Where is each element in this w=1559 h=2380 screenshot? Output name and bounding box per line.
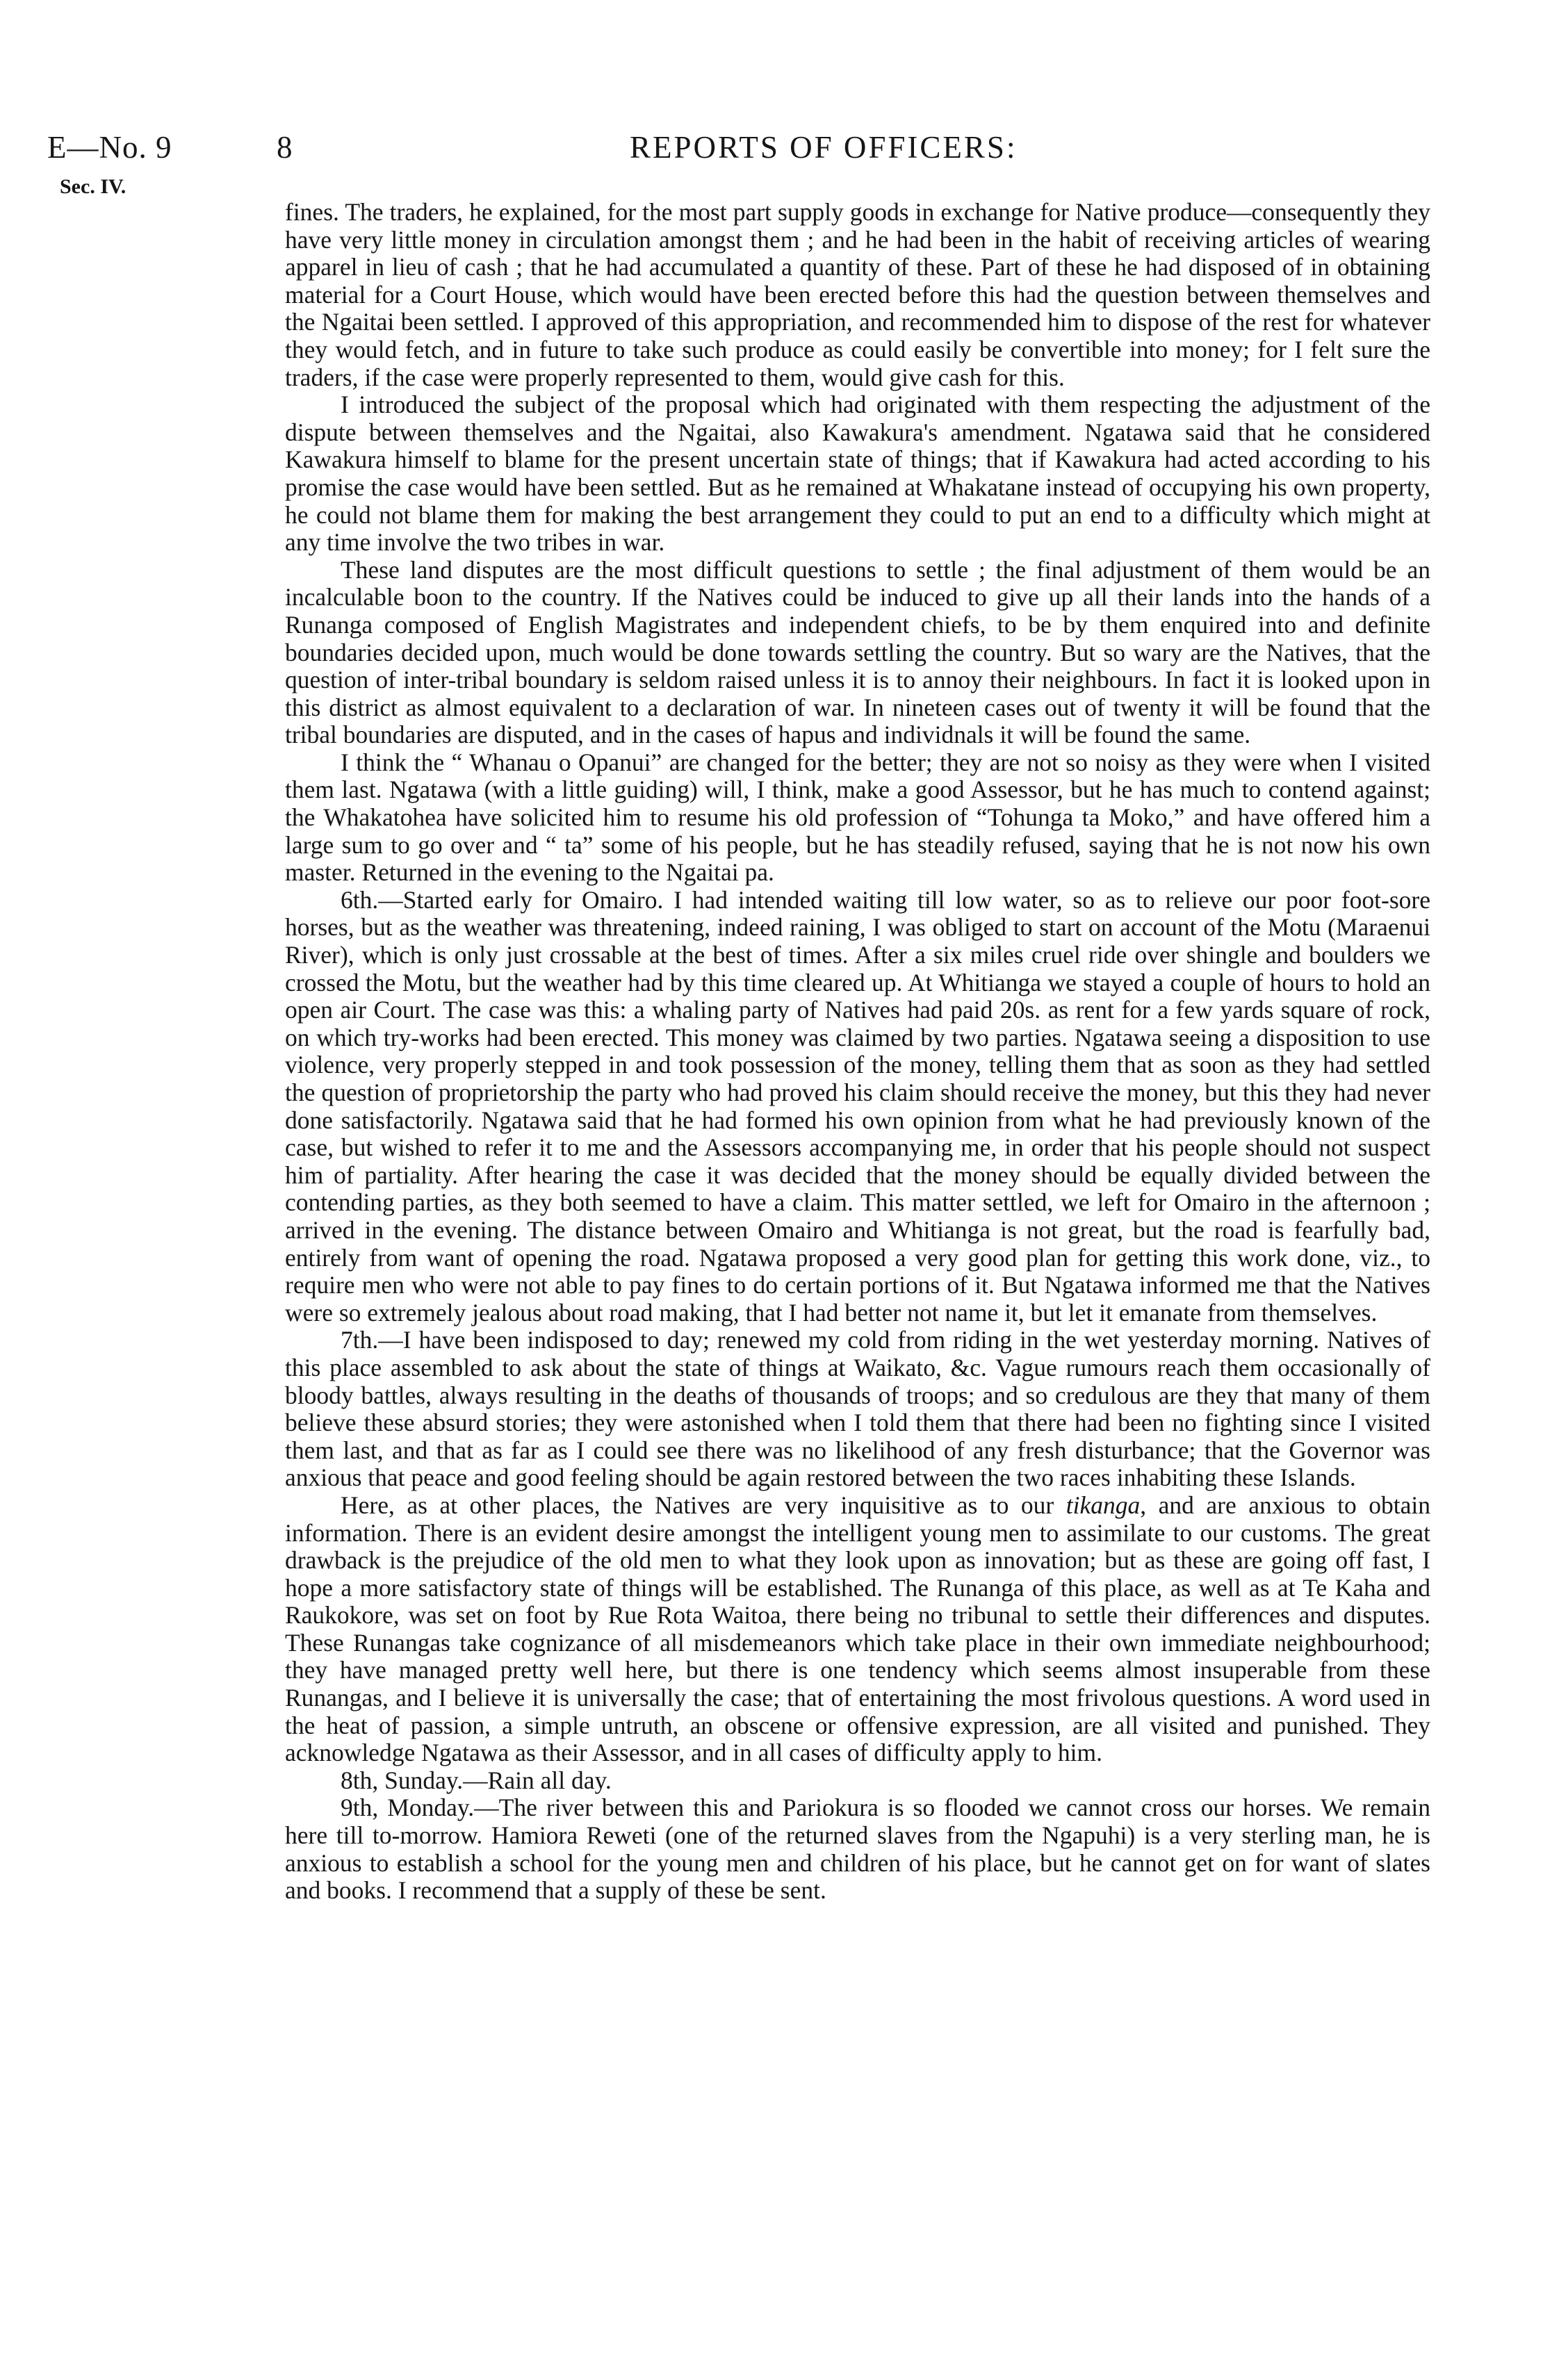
paragraph: 8th, Sunday.—Rain all day.: [341, 1766, 612, 1794]
paragraph: fines. The traders, he explained, for the most part supply goods in exchange for Native produce—consequently they have very little money in circulation amongst them ; and he had been in the habit of receiving articles of wearing apparel in lieu of cash ; that he had accumulated a quantity of these. Part of these he had disposed of in obtaining material for a Court House, which would have been erected before this had the question between themselves and the Ngaitai been settled. I approved of this appropriation, and recommended him to dispose of the rest for whatever they would fetch, and in future to take such produce as could easily be convertible into money; for I felt sure the traders, if the case were properly represented to them, would give cash for this.: [285, 198, 1430, 391]
paragraph: Here, as at other places, the Natives are very inquisitive as to our tikanga, and are anxious to obtain information. There is an evident desire amongst the intelligent young men to assimilate to our customs. The great drawback is the prejudice of the old men to what they look upon as innovation; but as these are going off fast, I hope a more satisfactory state of things will be established. The Runanga of this place, as well as at Te Kaha and Raukokore, was set on foot by Rue Rota Waitoa, there being no tribunal to settle their differences and disputes. These Runangas take cognizance of all misdemeanors which take place in their own immediate neighbourhood; they have managed pretty well here, but there is one tendency which seems almost insuperable from these Runangas, and I believe it is universally the case; that of entertaining the most frivolous questions. A word used in the heat of passion, a simple untruth, an obscene or offensive expression, are all visited and punished. They acknowledge Ngatawa as their Assessor, and in all cases of difficulty apply to him.: [285, 1491, 1431, 1767]
paragraph: I think the “ Whanau o Opanui” are changed for the better; they are not so noisy as they were when I visited them last. Ngatawa (with a little guiding) will, I think, make a good Assessor, but he has much to contend against; the Whakatohea have solicited him to resume his old profession of “Tohunga ta Moko,” and have offered him a large sum to go over and “ ta” some of his people, but he has steadily refused, saying that he is not now his own master. Returned in the evening to the Ngaitai pa.: [285, 748, 1430, 887]
page-title: REPORTS OF OFFICERS:: [630, 130, 1018, 165]
paragraph: 6th.—Started early for Omairo. I had intended waiting till low water, so as to relieve our poor foot-sore horses, but as the weather was threatening, indeed raining, I was obliged to start on account of the Motu (Maraenui River), which is only just crossable at the best of times. After a six miles cruel ride over shingle and boulders we crossed the Motu, but the weather had by this time cleared up. At Whitianga we stayed a couple of hours to hold an open air Court. The case was this: a whaling party of Natives had paid 20s. as rent for a few yards square of rock, on which try-works had been erected. This money was claimed by two parties. Ngatawa seeing a disposition to use violence, very properly stepped in and took possession of the money, telling them that as soon as they had settled the question of proprietorship the party who had proved his claim should receive the money, but this they had never done satisfactorily. Ngatawa said that he had formed his own opinion from what he had previously known of the case, but wished to refer it to me and the Assessors accompanying me, in order that his people should not suspect him of partiality. After hearing the case it was decided that the money should be equally divided between the contending parties, as they both seemed to have a claim. This matter settled, we left for Omairo in the afternoon ; arrived in the evening. The distance between Omairo and Whitianga is not great, but the road is fearfully bad, entirely from want of opening the road. Ngatawa proposed a very good plan for getting this work done, viz., to require men who were not able to pay fines to do certain portions of it. But Ngatawa informed me that the Natives were so extremely jealous about road making, that I had better not name it, but let it emanate from themselves.: [285, 885, 1430, 1327]
page-number: 8: [277, 130, 293, 165]
paragraph: 9th, Monday.—The river between this and Pariokura is so flooded we cannot cross our horses. We remain here till to-morrow. Hamiora Reweti (one of the returned slaves from the Ngapuhi) is a very sterling man, he is anxious to establish a school for the young men and children of his place, but he cannot get on for want of slates and books. I recommend that a supply of these be sent.: [285, 1794, 1430, 1905]
paragraph: 7th.—I have been indisposed to day; renewed my cold from riding in the wet yesterday morning. Natives of this place assembled to ask about the state of things at Waikato, &c. Vague rumours reach them occasionally of bloody battles, always resulting in the deaths of thousands of troops; and so credulous are they that many of them believe these absurd stories; they were astonished when I told them that there had been no fighting since I visited them last, and that as far as I could see there was no likelihood of any fresh disturbance; that the Governor was anxious that peace and good feeling should be again restored between the two races inhabiting these Islands.: [285, 1326, 1430, 1492]
paragraph: I introduced the subject of the proposal which had originated with them respecting the adjustment of the dispute between themselves and the Ngaitai, also Kawakura's amendment. Ngatawa said that he considered Kawakura himself to blame for the present uncertain state of things; that if Kawakura had acted according to his promise the case would have been settled. But as he remained at Whakatane instead of occupying his own property, he could not blame them for making the best arrangement they could to put an end to a difficulty which might at any time involve the two tribes in war.: [285, 391, 1430, 557]
italic-term: tikanga: [1066, 1491, 1141, 1519]
paragraph: These land disputes are the most difficult questions to settle ; the final adjustment of them would be an incalculable boon to the country. If the Natives could be induced to give up all their lands into the hands of a Runanga composed of English Magistrates and independent chiefs, to be by them enquired into and definite boundaries decided upon, much would be done towards settling the country. But so wary are the Natives, that the question of inter-tribal boundary is seldom raised unless it is to annoy their neighbours. In fact it is looked upon in this district as almost equivalent to a declaration of war. In nineteen cases out of twenty it will be found that the tribal boundaries are disputed, and in the cases of hapus and individnals it will be found the same.: [285, 555, 1430, 749]
section-label: Sec. IV.: [60, 175, 126, 198]
report-body: [285, 199, 1430, 1905]
document-reference: E—No. 9: [47, 130, 172, 165]
